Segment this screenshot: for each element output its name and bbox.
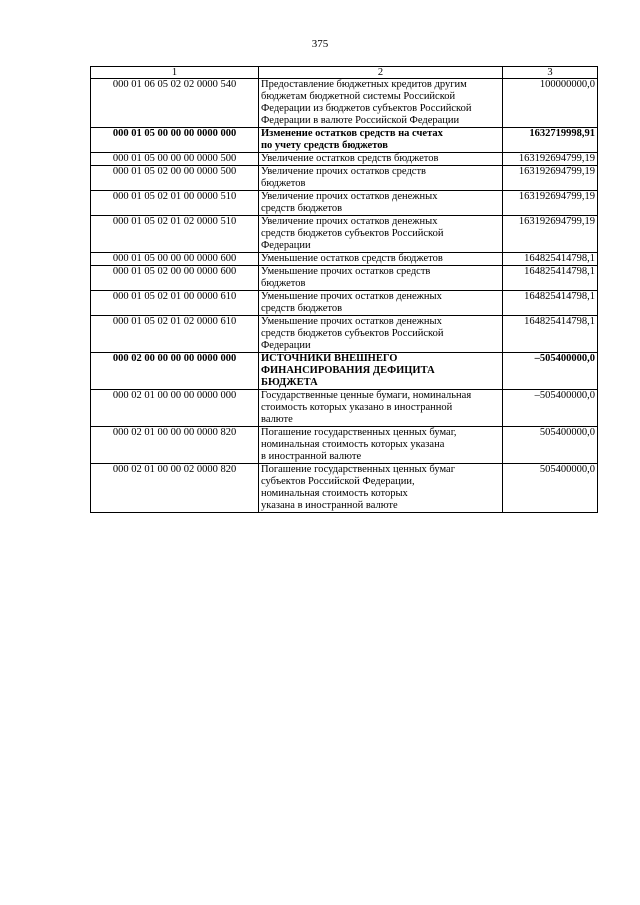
budget-classification-code: 000 02 00 00 00 00 0000 000 bbox=[91, 353, 259, 390]
table-row bbox=[91, 291, 598, 316]
amount-value: –505400000,0 bbox=[503, 353, 598, 390]
amount-value: 164825414798,1 bbox=[503, 266, 598, 291]
description-line: бюджетам бюджетной системы Российской bbox=[261, 91, 456, 102]
description-line: Изменение остатков средств на счетах bbox=[261, 128, 443, 139]
amount-value: –505400000,0 bbox=[503, 390, 598, 427]
description-line: в иностранной валюте bbox=[261, 451, 362, 462]
description-line: бюджетов bbox=[261, 278, 306, 289]
source-description bbox=[259, 253, 503, 266]
budget-classification-code: 000 02 01 00 00 00 0000 820 bbox=[91, 427, 259, 464]
budget-classification-code: 000 01 05 02 01 02 0000 610 bbox=[91, 316, 259, 353]
description-line: Федерации bbox=[261, 240, 311, 251]
source-description bbox=[259, 128, 503, 153]
table-row bbox=[91, 166, 598, 191]
description-line: Погашение государственных ценных бумаг bbox=[261, 464, 456, 475]
amount-value: 164825414798,1 bbox=[503, 253, 598, 266]
amount-value: 1632719998,91 bbox=[503, 128, 598, 153]
column-header-amount: 3 bbox=[503, 67, 598, 79]
description-line: Уменьшение прочих остатков денежных bbox=[261, 316, 442, 327]
description-line: Государственные ценные бумаги, номинальная bbox=[261, 390, 472, 401]
source-description bbox=[259, 353, 503, 390]
amount-value: 164825414798,1 bbox=[503, 316, 598, 353]
description-line: средств бюджетов bbox=[261, 303, 343, 314]
table-row bbox=[91, 316, 598, 353]
budget-classification-code: 000 01 05 02 01 00 0000 510 bbox=[91, 191, 259, 216]
budget-sources-table bbox=[90, 66, 598, 513]
budget-classification-code: 000 01 05 02 00 00 0000 500 bbox=[91, 166, 259, 191]
table-header-row bbox=[91, 67, 598, 79]
budget-classification-code: 000 01 05 02 01 02 0000 510 bbox=[91, 216, 259, 253]
description-line: Уменьшение прочих остатков средств bbox=[261, 266, 431, 277]
table-row bbox=[91, 427, 598, 464]
source-description bbox=[259, 191, 503, 216]
budget-classification-code: 000 01 05 00 00 00 0000 000 bbox=[91, 128, 259, 153]
table-row bbox=[91, 128, 598, 153]
table-row bbox=[91, 191, 598, 216]
description-line: Уменьшение прочих остатков денежных bbox=[261, 291, 442, 302]
description-line: бюджетов bbox=[261, 178, 306, 189]
amount-value: 163192694799,19 bbox=[503, 153, 598, 166]
description-line: номинальная стоимость которых bbox=[261, 488, 408, 499]
table-row bbox=[91, 79, 598, 128]
description-line: субъектов Российской Федерации, bbox=[261, 476, 415, 487]
description-line: Увеличение прочих остатков денежных bbox=[261, 216, 438, 227]
description-line: номинальная стоимость которых указана bbox=[261, 439, 445, 450]
table-row bbox=[91, 353, 598, 390]
table-body bbox=[91, 79, 598, 513]
source-description bbox=[259, 266, 503, 291]
description-line: средств бюджетов bbox=[261, 203, 343, 214]
table-row bbox=[91, 216, 598, 253]
description-line: средств бюджетов субъектов Российской bbox=[261, 328, 444, 339]
source-description bbox=[259, 464, 503, 513]
budget-classification-code: 000 02 01 00 00 02 0000 820 bbox=[91, 464, 259, 513]
table-row bbox=[91, 266, 598, 291]
amount-value: 163192694799,19 bbox=[503, 166, 598, 191]
table-row bbox=[91, 253, 598, 266]
amount-value: 164825414798,1 bbox=[503, 291, 598, 316]
column-header-description: 2 bbox=[259, 67, 503, 79]
page-number: 375 bbox=[311, 38, 329, 50]
budget-classification-code: 000 01 05 00 00 00 0000 500 bbox=[91, 153, 259, 166]
amount-value: 163192694799,19 bbox=[503, 191, 598, 216]
source-description bbox=[259, 291, 503, 316]
source-description bbox=[259, 79, 503, 128]
amount-value: 100000000,0 bbox=[503, 79, 598, 128]
source-description bbox=[259, 390, 503, 427]
table-row bbox=[91, 153, 598, 166]
description-line: Увеличение остатков средств бюджетов bbox=[261, 153, 439, 164]
description-line: Погашение государственных ценных бумаг, bbox=[261, 427, 457, 438]
description-line: валюте bbox=[261, 414, 293, 425]
description-line: Уменьшение остатков средств бюджетов bbox=[261, 253, 443, 264]
source-description bbox=[259, 316, 503, 353]
description-line: Увеличение прочих остатков средств bbox=[261, 166, 427, 177]
description-line: БЮДЖЕТА bbox=[261, 377, 318, 388]
column-header-code: 1 bbox=[91, 67, 259, 79]
description-line: Федерации из бюджетов субъектов Российской bbox=[261, 103, 472, 114]
budget-classification-code: 000 01 05 02 00 00 0000 600 bbox=[91, 266, 259, 291]
amount-value: 505400000,0 bbox=[503, 464, 598, 513]
source-description bbox=[259, 166, 503, 191]
budget-classification-code: 000 01 05 02 01 00 0000 610 bbox=[91, 291, 259, 316]
source-description bbox=[259, 153, 503, 166]
table-row bbox=[91, 390, 598, 427]
description-line: указана в иностранной валюте bbox=[261, 500, 398, 511]
source-description bbox=[259, 427, 503, 464]
budget-classification-code: 000 02 01 00 00 00 0000 000 bbox=[91, 390, 259, 427]
source-description bbox=[259, 216, 503, 253]
description-line: средств бюджетов субъектов Российской bbox=[261, 228, 444, 239]
description-line: Увеличение прочих остатков денежных bbox=[261, 191, 438, 202]
description-line: ФИНАНСИРОВАНИЯ ДЕФИЦИТА bbox=[261, 365, 435, 376]
budget-classification-code: 000 01 05 00 00 00 0000 600 bbox=[91, 253, 259, 266]
description-line: по учету средств бюджетов bbox=[261, 140, 388, 151]
description-line: Федерации bbox=[261, 340, 311, 351]
description-line: ИСТОЧНИКИ ВНЕШНЕГО bbox=[261, 353, 398, 364]
amount-value: 163192694799,19 bbox=[503, 216, 598, 253]
description-line: Предоставление бюджетных кредитов другим bbox=[261, 79, 467, 90]
description-line: Федерации в валюте Российской Федерации bbox=[261, 115, 460, 126]
amount-value: 505400000,0 bbox=[503, 427, 598, 464]
table-row bbox=[91, 464, 598, 513]
budget-classification-code: 000 01 06 05 02 02 0000 540 bbox=[91, 79, 259, 128]
description-line: стоимость которых указано в иностранной bbox=[261, 402, 453, 413]
